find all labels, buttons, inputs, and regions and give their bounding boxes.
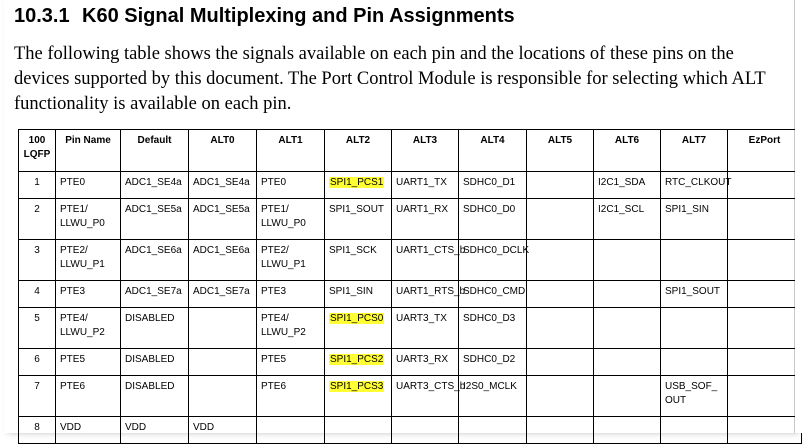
- table-cell: ADC1_SE4a: [121, 172, 189, 199]
- table-cell: 3: [19, 240, 56, 281]
- table-cell: [728, 240, 802, 281]
- table-cell: PTE4/ LLWU_P2: [257, 308, 325, 349]
- table-cell: [661, 417, 728, 444]
- intro-paragraph: The following table shows the signals available on each pin and the locations of these pins on the devices supported by this document. The Port Control Module is responsible for selecting which ALT functionality is available on each pin.: [14, 44, 766, 114]
- column-header: ALT6: [594, 130, 661, 172]
- table-cell: [728, 376, 802, 417]
- section-number: 10.3.1: [14, 5, 70, 27]
- table-cell: [325, 376, 392, 417]
- table-cell: 6: [19, 349, 56, 376]
- table-cell: RTC_CLKOUT: [661, 172, 728, 199]
- table-cell: [594, 376, 661, 417]
- table-cell: VDD: [56, 417, 121, 444]
- highlighted-signal: SPI1_PCS3: [330, 381, 384, 392]
- table-row: [19, 281, 802, 308]
- table-cell: [189, 376, 257, 417]
- table-cell: ADC1_SE4a: [189, 172, 257, 199]
- table-cell: UART1_RX: [392, 199, 459, 240]
- table-cell: [527, 199, 594, 240]
- table-cell: [661, 349, 728, 376]
- table-cell: UART1_TX: [392, 172, 459, 199]
- table-cell: PTE3: [257, 281, 325, 308]
- table-cell: [527, 281, 594, 308]
- table-cell: SDHC0_D0: [459, 199, 527, 240]
- column-header: ALT2: [325, 130, 392, 172]
- table-header-row: [19, 130, 802, 172]
- table-row: [19, 172, 802, 199]
- table-cell: [728, 281, 802, 308]
- table-row: [19, 349, 802, 376]
- table-cell: DISABLED: [121, 349, 189, 376]
- table-cell: [325, 172, 392, 199]
- column-header: ALT1: [257, 130, 325, 172]
- section-heading: [14, 5, 515, 28]
- table-cell: ADC1_SE5a: [189, 199, 257, 240]
- table-cell: PTE2/ LLWU_P1: [56, 240, 121, 281]
- table-cell: UART3_TX: [392, 308, 459, 349]
- table-cell: PTE3: [56, 281, 121, 308]
- table-cell: DISABLED: [121, 308, 189, 349]
- table-cell: 2: [19, 199, 56, 240]
- table-cell: VDD: [189, 417, 257, 444]
- table-cell: [661, 308, 728, 349]
- table-cell: ADC1_SE5a: [121, 199, 189, 240]
- table-row: [19, 417, 802, 444]
- table-cell: SDHC0_D2: [459, 349, 527, 376]
- column-header: ALT0: [189, 130, 257, 172]
- table-cell: PTE5: [257, 349, 325, 376]
- table-cell: [392, 417, 459, 444]
- table-cell: [189, 349, 257, 376]
- table-row: [19, 376, 802, 417]
- table-cell: PTE0: [56, 172, 121, 199]
- column-header: ALT7: [661, 130, 728, 172]
- table-cell: [661, 240, 728, 281]
- table-row: [19, 308, 802, 349]
- table-cell: PTE0: [257, 172, 325, 199]
- table-cell: UART1_RTS_b: [392, 281, 459, 308]
- table-cell: [325, 417, 392, 444]
- table-cell: PTE1/ LLWU_P0: [257, 199, 325, 240]
- table-cell: SPI1_SOUT: [661, 281, 728, 308]
- table-cell: 4: [19, 281, 56, 308]
- table-cell: 7: [19, 376, 56, 417]
- table-cell: [459, 417, 527, 444]
- table-cell: SDHC0_D3: [459, 308, 527, 349]
- table-cell: ADC1_SE7a: [189, 281, 257, 308]
- table-cell: PTE1/ LLWU_P0: [56, 199, 121, 240]
- table-cell: SPI1_SIN: [661, 199, 728, 240]
- column-header: Pin Name: [56, 130, 121, 172]
- table-cell: [325, 308, 392, 349]
- column-header: ALT4: [459, 130, 527, 172]
- table-cell: SDHC0_D1: [459, 172, 527, 199]
- column-header: ALT3: [392, 130, 459, 172]
- table-row: [19, 199, 802, 240]
- document-page: [4, 0, 795, 433]
- table-cell: [527, 376, 594, 417]
- column-header: EzPort: [728, 130, 802, 172]
- table-cell: [594, 417, 661, 444]
- table-cell: [728, 417, 802, 444]
- table-cell: I2S0_MCLK: [459, 376, 527, 417]
- table-cell: [728, 199, 802, 240]
- table-cell: 5: [19, 308, 56, 349]
- table-cell: PTE5: [56, 349, 121, 376]
- table-cell: PTE6: [56, 376, 121, 417]
- column-header: Default: [121, 130, 189, 172]
- table-cell: VDD: [121, 417, 189, 444]
- table-cell: [527, 349, 594, 376]
- table-cell: [257, 417, 325, 444]
- table-cell: SPI1_SCK: [325, 240, 392, 281]
- table-cell: [728, 349, 802, 376]
- table-cell: [594, 281, 661, 308]
- table-cell: PTE6: [257, 376, 325, 417]
- section-title: K60 Signal Multiplexing and Pin Assignments: [82, 5, 515, 27]
- highlighted-signal: SPI1_PCS1: [330, 177, 384, 188]
- table-cell: ADC1_SE7a: [121, 281, 189, 308]
- table-cell: [594, 349, 661, 376]
- table-cell: [527, 172, 594, 199]
- table-cell: [527, 240, 594, 281]
- highlighted-signal: SPI1_PCS0: [330, 313, 384, 324]
- table-cell: UART3_RX: [392, 349, 459, 376]
- table-cell: [527, 417, 594, 444]
- table-cell: SDHC0_DCLK: [459, 240, 527, 281]
- table-cell: [189, 308, 257, 349]
- table-cell: ADC1_SE6a: [121, 240, 189, 281]
- table-cell: [594, 240, 661, 281]
- table-body: [19, 172, 802, 444]
- table-cell: [728, 172, 802, 199]
- table-cell: [527, 308, 594, 349]
- pin-assignment-table: [18, 129, 802, 444]
- table-cell: SPI1_SOUT: [325, 199, 392, 240]
- table-row: [19, 240, 802, 281]
- table-cell: ADC1_SE6a: [189, 240, 257, 281]
- table-cell: 1: [19, 172, 56, 199]
- table-cell: [594, 308, 661, 349]
- table-cell: SDHC0_CMD: [459, 281, 527, 308]
- column-header: 100 LQFP: [19, 130, 56, 172]
- table-cell: [325, 349, 392, 376]
- table-cell: SPI1_SIN: [325, 281, 392, 308]
- column-header: ALT5: [527, 130, 594, 172]
- table-cell: 8: [19, 417, 56, 444]
- table-cell: PTE2/ LLWU_P1: [257, 240, 325, 281]
- page-edge: [795, 0, 808, 433]
- table-cell: [728, 308, 802, 349]
- table-cell: UART1_CTS_b: [392, 240, 459, 281]
- table-cell: PTE4/ LLWU_P2: [56, 308, 121, 349]
- highlighted-signal: SPI1_PCS2: [330, 354, 384, 365]
- table-cell: USB_SOF_ OUT: [661, 376, 728, 417]
- table-cell: DISABLED: [121, 376, 189, 417]
- table-cell: I2C1_SCL: [594, 199, 661, 240]
- table-cell: UART3_CTS_b: [392, 376, 459, 417]
- table-cell: I2C1_SDA: [594, 172, 661, 199]
